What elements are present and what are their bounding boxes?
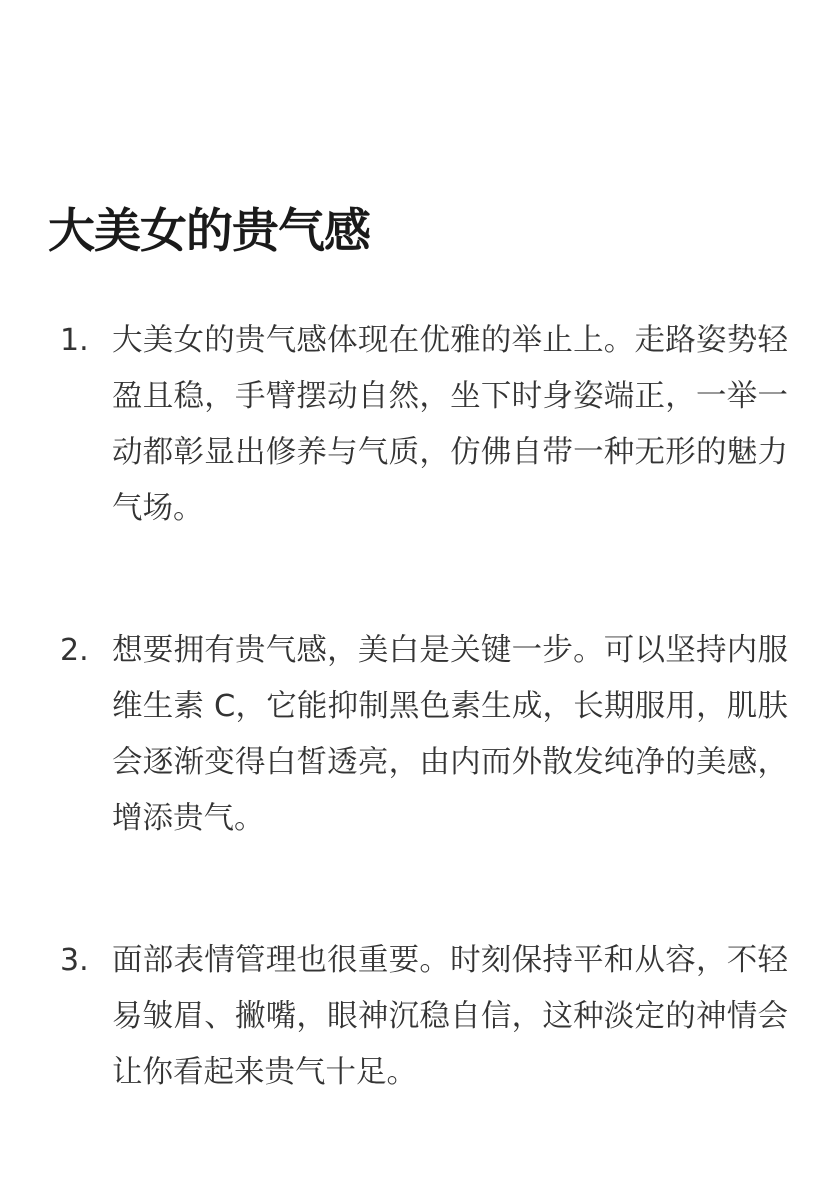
tips-list [0,313,840,1187]
list-item-number: 1. [60,323,89,358]
list-item-number: 3. [60,943,89,978]
list-item-number: 2. [60,633,89,668]
list-item [0,623,840,847]
list-item [0,933,840,1101]
list-item-text: 想要拥有贵气感，美白是关键一步。可以坚持内服维生素 C，它能抑制黑色素生成，长期服用，肌肤会逐渐变得白皙透亮，由内而外散发纯净的美感，增添贵气。 [112,633,788,836]
list-item [0,313,840,537]
list-item-text: 大美女的贵气感体现在优雅的举止上。走路姿势轻盈且稳，手臂摆动自然，坐下时身姿端正，一举一动都彰显出修养与气质，仿佛自带一种无形的魅力气场。 [112,323,788,526]
list-item-text: 面部表情管理也很重要。时刻保持平和从容，不轻易皱眉、撇嘴，眼神沉稳自信，这种淡定的神情会让你看起来贵气十足。 [112,943,788,1090]
page-title: 大美女的贵气感 [48,204,370,259]
